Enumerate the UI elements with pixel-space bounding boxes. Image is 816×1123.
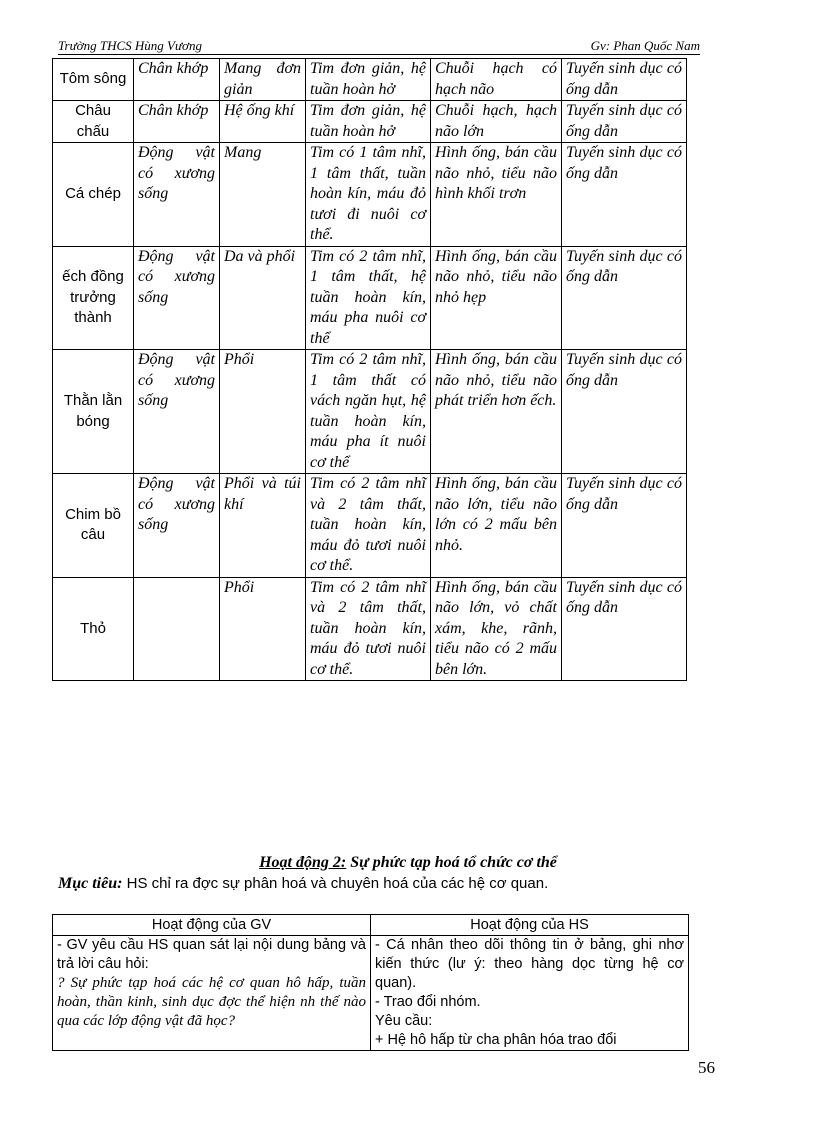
nervous-cell: Hình ống, bán cầu não nhỏ, tiểu não hình khối trơn — [431, 143, 562, 247]
section-title — [0, 854, 816, 872]
circulation-cell: Tim có 2 tâm nhĩ, 1 tâm thất, hệ tuần hoàn kín, máu pha nuôi cơ thể — [306, 246, 431, 350]
skeleton-cell: Động vật có xương sống — [134, 143, 220, 247]
animal-name-cell: Tôm sông — [53, 59, 134, 101]
hs-activity-cell — [371, 936, 689, 1051]
reproduction-cell: Tuyến sinh dục có ống dẫn — [562, 143, 687, 247]
hs-line-1: - Cá nhân theo dõi thông tin ở bảng, ghi nhơ kiến thức (lư ý: theo hàng dọc từng hệ cơ quan). — [375, 937, 684, 991]
animal-name-cell: Chim bồ câu — [53, 474, 134, 578]
activity-table — [52, 914, 689, 1051]
table-row — [53, 143, 687, 247]
animal-name-cell: Thỏ — [53, 577, 134, 681]
hs-line-3: Yêu cầu: — [375, 1013, 433, 1029]
table-row — [53, 474, 687, 578]
reproduction-cell: Tuyến sinh dục có ống dẫn — [562, 59, 687, 101]
section-title-text: Sự phức tạp hoá tổ chức cơ thể — [346, 854, 557, 871]
circulation-cell: Tim đơn giản, hệ tuần hoàn hở — [306, 59, 431, 101]
section-title-label: Hoạt động 2: — [259, 854, 347, 871]
nervous-cell: Hình ống, bán cầu não lớn, vỏ chất xám, khe, rãnh, tiểu não có 2 mấu bên lớn. — [431, 577, 562, 681]
nervous-cell: Chuỗi hạch có hạch não — [431, 59, 562, 101]
hs-line-4: + Hệ hô hấp từ cha phân hóa trao đổi — [375, 1032, 617, 1048]
circulation-cell: Tim có 2 tâm nhĩ, 1 tâm thất có vách ngăn hụt, hệ tuần hoàn kín, máu pha ít nuôi cơ thể — [306, 350, 431, 474]
objective-label: Mục tiêu: — [58, 875, 123, 892]
skeleton-cell — [134, 577, 220, 681]
respiration-cell: Phổi và túi khí — [220, 474, 306, 578]
nervous-cell: Hình ống, bán cầu não nhỏ, tiểu não nhỏ hẹp — [431, 246, 562, 350]
respiration-cell: Phổi — [220, 350, 306, 474]
page-number: 56 — [698, 1058, 715, 1077]
objective — [58, 875, 548, 893]
reproduction-cell: Tuyến sinh dục có ống dẫn — [562, 246, 687, 350]
nervous-cell: Hình ống, bán cầu não lớn, tiểu não lớn có 2 mấu bên nhỏ. — [431, 474, 562, 578]
table-row — [53, 577, 687, 681]
hs-line-2: - Trao đổi nhóm. — [375, 994, 481, 1010]
animal-name-cell: ếch đồng trưởng thành — [53, 246, 134, 350]
respiration-cell: Phổi — [220, 577, 306, 681]
table-row — [53, 59, 687, 101]
table-row — [53, 246, 687, 350]
teacher-name: Gv: Phan Quốc Nam — [590, 38, 700, 53]
animal-name-cell: Châu chấu — [53, 101, 134, 143]
circulation-cell: Tim có 2 tâm nhĩ và 2 tâm thất, tuần hoàn kín, máu đỏ tươi nuôi cơ thể. — [306, 577, 431, 681]
reproduction-cell: Tuyến sinh dục có ống dẫn — [562, 101, 687, 143]
respiration-cell: Da và phổi — [220, 246, 306, 350]
animal-name-cell: Cá chép — [53, 143, 134, 247]
table-row — [53, 101, 687, 143]
reproduction-cell: Tuyến sinh dục có ống dẫn — [562, 577, 687, 681]
skeleton-cell: Động vật có xương sống — [134, 350, 220, 474]
reproduction-cell: Tuyến sinh dục có ống dẫn — [562, 350, 687, 474]
gv-activity-cell — [53, 936, 371, 1051]
respiration-cell: Hệ ống khí — [220, 101, 306, 143]
circulation-cell: Tim đơn giản, hệ tuần hoàn hở — [306, 101, 431, 143]
animal-name-cell: Thằn lằn bóng — [53, 350, 134, 474]
comparison-table — [52, 58, 687, 681]
table-row — [53, 350, 687, 474]
respiration-cell: Mang — [220, 143, 306, 247]
skeleton-cell: Động vật có xương sống — [134, 246, 220, 350]
circulation-cell: Tim có 1 tâm nhĩ, 1 tâm thất, tuần hoàn kín, máu đỏ tươi đi nuôi cơ thể. — [306, 143, 431, 247]
skeleton-cell: Chân khớp — [134, 59, 220, 101]
gv-instruction: - GV yêu cầu HS quan sát lại nội dung bảng và trả lời câu hỏi: — [57, 937, 366, 972]
skeleton-cell: Chân khớp — [134, 101, 220, 143]
circulation-cell: Tim có 2 tâm nhĩ và 2 tâm thất, tuần hoàn kín, máu đỏ tươi nuôi cơ thể. — [306, 474, 431, 578]
gv-header: Hoạt động của GV — [53, 915, 371, 936]
page-header — [58, 38, 700, 55]
skeleton-cell: Động vật có xương sống — [134, 474, 220, 578]
school-name: Trường THCS Hùng Vương — [58, 38, 202, 53]
respiration-cell: Mang đơn giản — [220, 59, 306, 101]
objective-text: HS chỉ ra đợc sự phân hoá và chuyên hoá của các hệ cơ quan. — [122, 875, 549, 892]
hs-header: Hoạt động của HS — [371, 915, 689, 936]
reproduction-cell: Tuyến sinh dục có ống dẫn — [562, 474, 687, 578]
gv-question: ? Sự phức tạp hoá các hệ cơ quan hô hấp, tuần hoàn, thần kinh, sinh dục đợc thể hiện nh thế nào qua các lớp động vật đã học? — [57, 975, 366, 1029]
nervous-cell: Chuỗi hạch, hạch não lớn — [431, 101, 562, 143]
nervous-cell: Hình ống, bán cầu não nhỏ, tiểu não phát triển hơn ếch. — [431, 350, 562, 474]
